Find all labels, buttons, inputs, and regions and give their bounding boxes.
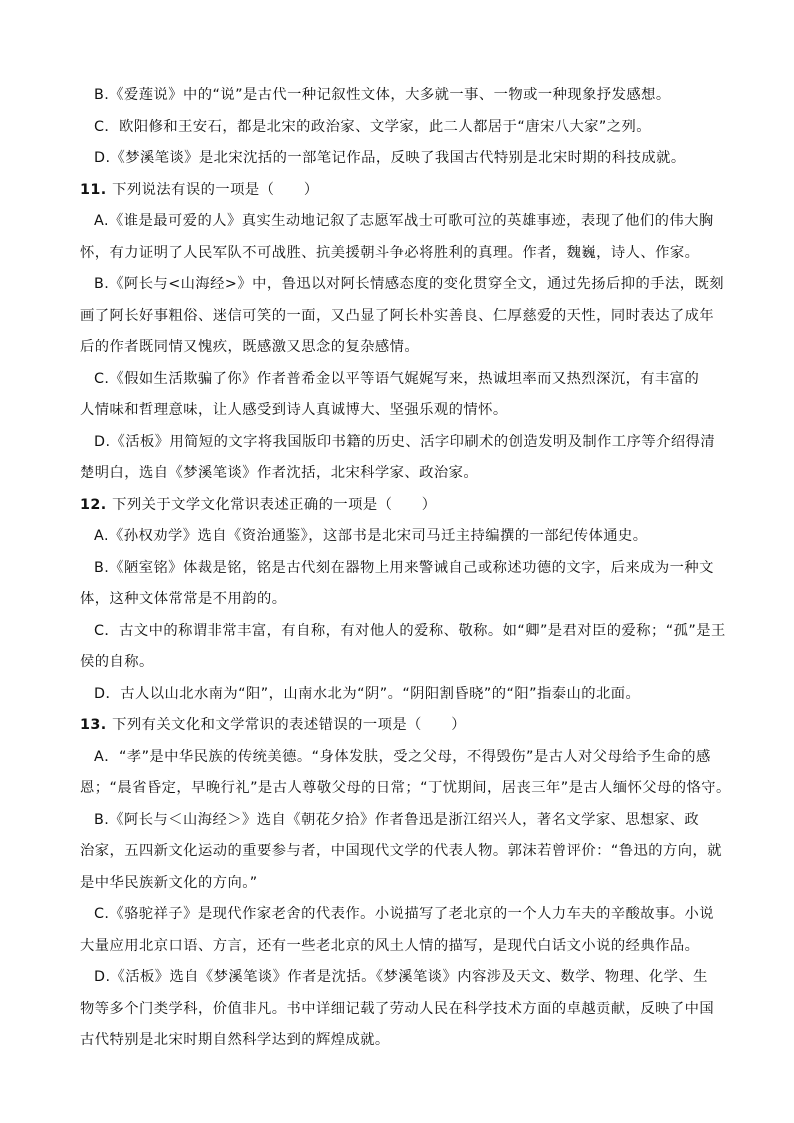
question-heading [80, 175, 720, 207]
option-line: D.《活板》选自《梦溪笔谈》作者是沈括。《梦溪笔谈》内容涉及天文、数学、物理、化学、生 [94, 969, 708, 985]
option-continuation-line: 侯的自称。 [80, 654, 154, 670]
option-continuation-line: 怀，有力证明了人民军队不可战胜、抗美援朝斗争必将胜利的真理。作者，魏巍，诗人、作家。 [80, 244, 700, 261]
question-number: 12. [80, 496, 107, 513]
option-line: A.《谁是最可爱的人》真实生动地记叙了志愿军战士可歌可泣的英雄事迹，表现了他们的伟大胸 [94, 213, 714, 229]
option-continuation-line: 楚明白，选自《梦溪笔谈》作者沈括，北宋科学家、政治家。 [80, 465, 479, 481]
option-line: C．古文中的称谓非常丰富，有自称，有对他人的爱称、敬称。如“卿”是君对臣的爱称；“孤”是王 [94, 622, 726, 639]
option-line: A．“孝”是中华民族的传统美德。“身体发肤，受之父母，不得毁伤”是古人对父母给予生命的感 [94, 748, 711, 765]
option-continuation-line: 是中华民族新文化的方向。” [80, 874, 258, 891]
option-continuation-line: 古代特别是北宋时期自然科学达到的辉煌成就。 [80, 1032, 390, 1048]
option-continuation-line: 治家，五四新文化运动的重要参与者，中国现代文学的代表人物。郭沫若曾评价：“鲁迅的方向，就 [80, 843, 722, 859]
option-line: D.《梦溪笔谈》是北宋沈括的一部笔记作品，反映了我国古代特别是北宋时期的科技成就。 [94, 150, 686, 166]
option-continuation-line: 物等多个门类学科，价值非凡。书中详细记载了劳动人民在科学技术方面的卓越贡献，反映了中国 [80, 1000, 715, 1017]
option-continuation-line: 体，这种文体常常是不用韵的。 [80, 591, 287, 607]
option-continuation-line: 人情味和哲理意味，让人感受到诗人真诚博大、坚强乐观的情怀。 [80, 402, 508, 418]
question-number: 11. [80, 181, 107, 198]
option-line: D．古人以山北水南为“阳”，山南水北为“阴”。“阴阳割昏晓”的“阳”指泰山的北面。 [94, 685, 641, 702]
question-text: 下列有关文化和文学常识的表述错误的一项是（ ） [112, 717, 467, 733]
option-line: B.《陋室铭》体裁是铭，铭是古代刻在器物上用来警诫自己或称述功德的文字，后来成为一种文 [94, 559, 714, 576]
option-continuation-line: 恩；“晨省昏定，早晚行礼”是古人尊敬父母的日常；“丁忧期间，居丧三年”是古人缅怀父母的恪守。 [80, 780, 731, 796]
option-line: C.《假如生活欺骗了你》作者普希金以平等语气娓娓写来，热诚坦率而又热烈深沉，有丰富的 [94, 370, 700, 387]
option-continuation-line: 画了阿长好事粗俗、迷信可笑的一面，又凸显了阿长朴实善良、仁厚慈爱的天性，同时表达了成年 [80, 307, 715, 324]
option-line: C.《骆驼祥子》是现代作家老舍的代表作。小说描写了老北京的一个人力车夫的辛酸故事。小说 [94, 906, 715, 922]
question-heading [80, 490, 720, 522]
option-continuation-line: 后的作者既同情又愧疚，既感激又思念的复杂感情。 [80, 339, 420, 355]
option-line: A.《孙权劝学》选自《资治通鉴》，这部书是北宋司马迁主持编撰的一部纪传体通史。 [94, 528, 648, 544]
option-line: D.《活板》用简短的文字将我国版印书籍的历史、活字印刷术的创造发明及制作工序等介绍得清 [94, 433, 716, 450]
option-line: B.《阿长与<山海经>》中，鲁迅以对阿长情感态度的变化贯穿全文，通过先扬后抑的手法，既刻 [94, 276, 724, 292]
option-line: B.《爱莲说》中的“说”是古代一种记叙性文体，大多就一事、一物或一种现象抒发感想。 [94, 87, 671, 103]
question-heading [80, 710, 720, 742]
question-text: 下列说法有误的一项是（ ） [112, 181, 319, 198]
option-continuation-line: 大量应用北京口语、方言，还有一些老北京的风土人情的描写，是现代白话文小说的经典作品。 [80, 937, 700, 954]
question-number: 13. [80, 717, 107, 733]
option-line: B.《阿长与＜山海经＞》选自《朝花夕拾》作者鲁迅是浙江绍兴人，著名文学家、思想家、政 [94, 811, 700, 828]
question-text: 下列关于文学文化常识表述正确的一项是（ ） [112, 496, 437, 513]
option-line: C．欧阳修和王安石，都是北宋的政治家、文学家，此二人都居于“唐宋八大家”之列。 [94, 118, 652, 135]
